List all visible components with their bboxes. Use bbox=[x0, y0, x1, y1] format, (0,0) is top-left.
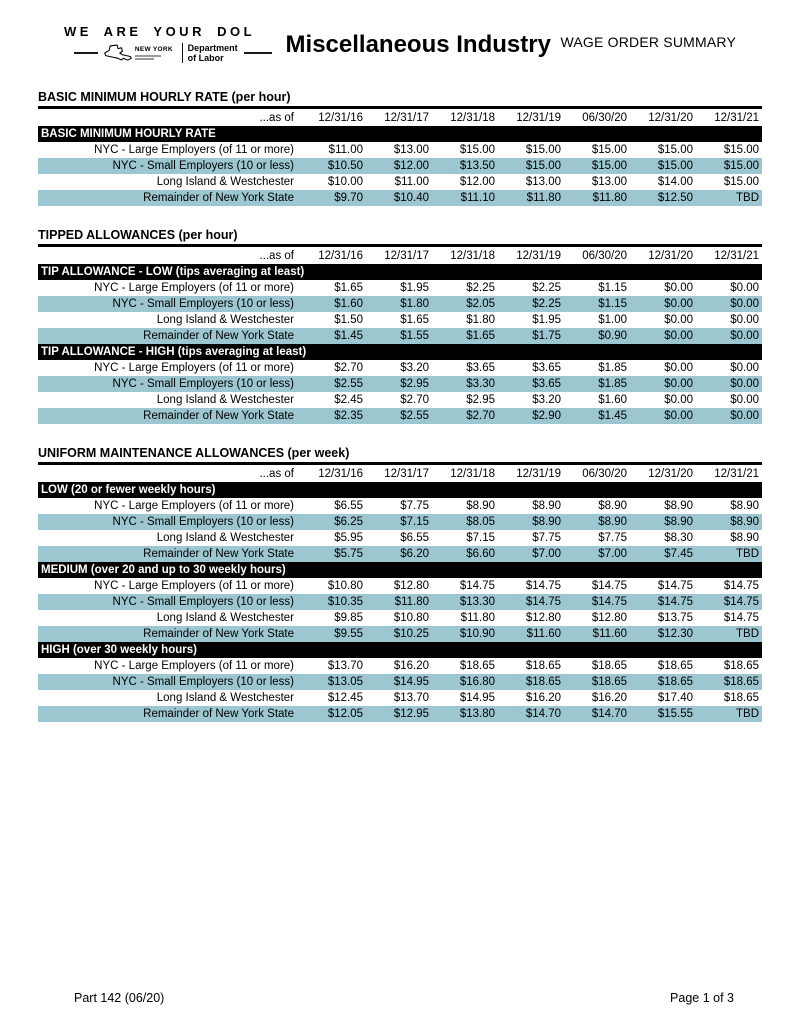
date-column-header: 12/31/17 bbox=[384, 467, 429, 480]
value-cell: $6.25 bbox=[334, 516, 363, 528]
row-label: Long Island & Westchester bbox=[156, 532, 294, 544]
value-cell: $7.15 bbox=[466, 532, 495, 544]
page-title: Miscellaneous Industry bbox=[285, 31, 551, 58]
value-cell: $8.30 bbox=[664, 532, 693, 544]
value-cell: $11.80 bbox=[526, 192, 561, 204]
date-column-header: 06/30/20 bbox=[582, 467, 627, 480]
value-cell: $10.80 bbox=[327, 580, 363, 592]
value-cell: $18.65 bbox=[657, 676, 693, 688]
value-cell: $0.00 bbox=[664, 394, 693, 406]
value-cell: $1.15 bbox=[598, 298, 627, 310]
table-title: UNIFORM MAINTENANCE ALLOWANCES (per week) bbox=[38, 446, 350, 460]
logo-state-tagline-line1 bbox=[135, 55, 161, 57]
row-label: Long Island & Westchester bbox=[156, 692, 294, 704]
value-cell: $0.00 bbox=[664, 378, 693, 390]
section-band: TIP ALLOWANCE - LOW (tips averaging at least) bbox=[38, 264, 762, 280]
value-cell: $10.25 bbox=[393, 628, 429, 640]
table-row bbox=[38, 408, 762, 424]
section-band: MEDIUM (over 20 and up to 30 weekly hours) bbox=[38, 562, 762, 578]
value-cell: $14.95 bbox=[459, 692, 495, 704]
page-number: Page 1 of 3 bbox=[670, 991, 734, 1005]
wage-table bbox=[38, 446, 762, 722]
value-cell: $11.60 bbox=[526, 628, 561, 640]
row-label: Remainder of New York State bbox=[143, 330, 294, 342]
value-cell: $12.80 bbox=[525, 612, 561, 624]
dol-logo bbox=[64, 24, 276, 64]
value-cell: $9.85 bbox=[334, 612, 363, 624]
tables-region bbox=[0, 90, 800, 722]
table-title: BASIC MINIMUM HOURLY RATE (per hour) bbox=[38, 90, 291, 104]
table-row bbox=[38, 312, 762, 328]
value-cell: $12.30 bbox=[657, 628, 693, 640]
value-cell: $1.85 bbox=[598, 362, 627, 374]
value-cell: $13.30 bbox=[459, 596, 495, 608]
new-york-state-icon bbox=[103, 42, 133, 64]
as-of-label: ...as of bbox=[259, 467, 294, 480]
value-cell: $12.80 bbox=[393, 580, 429, 592]
value-cell: $0.00 bbox=[664, 362, 693, 374]
value-cell: $13.00 bbox=[591, 176, 627, 188]
value-cell: $0.00 bbox=[664, 282, 693, 294]
value-cell: $8.05 bbox=[466, 516, 495, 528]
value-cell: $5.95 bbox=[334, 532, 363, 544]
value-cell: $5.75 bbox=[334, 548, 363, 560]
value-cell: $1.65 bbox=[334, 282, 363, 294]
table-row bbox=[38, 610, 762, 626]
table-row bbox=[38, 546, 762, 562]
value-cell: $1.80 bbox=[400, 298, 429, 310]
value-cell: $0.00 bbox=[730, 410, 759, 422]
value-cell: $1.15 bbox=[598, 282, 627, 294]
value-cell: $18.65 bbox=[723, 676, 759, 688]
value-cell: TBD bbox=[736, 628, 759, 640]
value-cell: $7.75 bbox=[598, 532, 627, 544]
value-cell: $13.70 bbox=[393, 692, 429, 704]
table-row bbox=[38, 578, 762, 594]
value-cell: $11.80 bbox=[394, 596, 429, 608]
value-cell: $8.90 bbox=[730, 532, 759, 544]
value-cell: TBD bbox=[736, 708, 759, 720]
table-row bbox=[38, 498, 762, 514]
value-cell: TBD bbox=[736, 192, 759, 204]
value-cell: $10.90 bbox=[459, 628, 495, 640]
value-cell: $1.75 bbox=[532, 330, 561, 342]
value-cell: $18.65 bbox=[459, 660, 495, 672]
value-cell: $14.75 bbox=[723, 596, 759, 608]
value-cell: $15.00 bbox=[723, 176, 759, 188]
date-column-header: 12/31/21 bbox=[714, 467, 759, 480]
section-band: TIP ALLOWANCE - HIGH (tips averaging at least) bbox=[38, 344, 762, 360]
value-cell: $8.90 bbox=[664, 516, 693, 528]
section-band: LOW (20 or fewer weekly hours) bbox=[38, 482, 762, 498]
logo-divider bbox=[182, 43, 183, 63]
logo-dept-line2: of Labor bbox=[187, 53, 224, 63]
value-cell: $0.00 bbox=[730, 394, 759, 406]
date-column-header: 06/30/20 bbox=[582, 111, 627, 124]
value-cell: $1.80 bbox=[466, 314, 495, 326]
value-cell: $1.50 bbox=[334, 314, 363, 326]
value-cell: $1.95 bbox=[532, 314, 561, 326]
table-row bbox=[38, 594, 762, 610]
value-cell: $0.00 bbox=[730, 298, 759, 310]
date-column-header: 12/31/21 bbox=[714, 249, 759, 262]
value-cell: $3.20 bbox=[532, 394, 561, 406]
value-cell: $11.10 bbox=[460, 192, 495, 204]
value-cell: $12.95 bbox=[393, 708, 429, 720]
value-cell: $7.15 bbox=[400, 516, 429, 528]
value-cell: $12.00 bbox=[393, 160, 429, 172]
value-cell: $17.40 bbox=[657, 692, 693, 704]
value-cell: $10.80 bbox=[393, 612, 429, 624]
row-label: NYC - Large Employers (of 11 or more) bbox=[94, 580, 294, 592]
value-cell: $2.35 bbox=[334, 410, 363, 422]
value-cell: $8.90 bbox=[532, 500, 561, 512]
page-footer bbox=[74, 991, 734, 1005]
value-cell: $3.20 bbox=[400, 362, 429, 374]
value-cell: $1.85 bbox=[598, 378, 627, 390]
date-column-header: 12/31/18 bbox=[450, 467, 495, 480]
value-cell: $3.30 bbox=[466, 378, 495, 390]
value-cell: $0.00 bbox=[664, 410, 693, 422]
table-row bbox=[38, 142, 762, 158]
value-cell: $1.45 bbox=[598, 410, 627, 422]
row-label: NYC - Large Employers (of 11 or more) bbox=[94, 660, 294, 672]
row-label: Remainder of New York State bbox=[143, 410, 294, 422]
value-cell: $12.00 bbox=[459, 176, 495, 188]
wage-table bbox=[38, 228, 762, 424]
row-label: Long Island & Westchester bbox=[156, 314, 294, 326]
value-cell: $2.25 bbox=[466, 282, 495, 294]
value-cell: $18.65 bbox=[591, 676, 627, 688]
value-cell: $18.65 bbox=[657, 660, 693, 672]
value-cell: $6.20 bbox=[400, 548, 429, 560]
table-row bbox=[38, 158, 762, 174]
value-cell: $14.75 bbox=[657, 580, 693, 592]
value-cell: $8.90 bbox=[730, 516, 759, 528]
value-cell: $0.00 bbox=[664, 330, 693, 342]
row-label: NYC - Small Employers (10 or less) bbox=[112, 160, 294, 172]
value-cell: $3.65 bbox=[532, 378, 561, 390]
value-cell: $10.50 bbox=[327, 160, 363, 172]
table-row bbox=[38, 280, 762, 296]
row-label: Long Island & Westchester bbox=[156, 394, 294, 406]
date-column-header: 12/31/20 bbox=[648, 111, 693, 124]
value-cell: $14.75 bbox=[723, 580, 759, 592]
value-cell: $0.00 bbox=[730, 314, 759, 326]
table-row bbox=[38, 174, 762, 190]
value-cell: $3.65 bbox=[466, 362, 495, 374]
value-cell: $1.65 bbox=[466, 330, 495, 342]
logo-dept-line1: Department bbox=[187, 43, 238, 53]
value-cell: $6.55 bbox=[400, 532, 429, 544]
value-cell: $0.90 bbox=[598, 330, 627, 342]
value-cell: $15.00 bbox=[657, 144, 693, 156]
value-cell: $14.75 bbox=[525, 580, 561, 592]
table-row bbox=[38, 376, 762, 392]
table-row bbox=[38, 530, 762, 546]
value-cell: $2.25 bbox=[532, 298, 561, 310]
value-cell: $18.65 bbox=[723, 692, 759, 704]
value-cell: $7.75 bbox=[532, 532, 561, 544]
logo-left-rule bbox=[74, 52, 98, 54]
value-cell: $15.00 bbox=[525, 160, 561, 172]
logo-right-rule bbox=[244, 52, 272, 54]
value-cell: $1.00 bbox=[598, 314, 627, 326]
table-row bbox=[38, 392, 762, 408]
value-cell: $2.25 bbox=[532, 282, 561, 294]
table-row bbox=[38, 514, 762, 530]
value-cell: $16.20 bbox=[525, 692, 561, 704]
document-type-label: WAGE ORDER SUMMARY bbox=[560, 34, 736, 50]
section-band: HIGH (over 30 weekly hours) bbox=[38, 642, 762, 658]
value-cell: $11.80 bbox=[592, 192, 627, 204]
date-column-header: 12/31/16 bbox=[318, 111, 363, 124]
value-cell: $8.90 bbox=[598, 500, 627, 512]
logo-state-tagline-line2 bbox=[135, 58, 154, 60]
value-cell: $15.00 bbox=[723, 144, 759, 156]
value-cell: $12.50 bbox=[657, 192, 693, 204]
value-cell: $14.75 bbox=[723, 612, 759, 624]
value-cell: $12.80 bbox=[591, 612, 627, 624]
value-cell: $15.00 bbox=[591, 160, 627, 172]
date-column-header: 12/31/19 bbox=[516, 467, 561, 480]
wage-table bbox=[38, 90, 762, 206]
value-cell: $1.60 bbox=[598, 394, 627, 406]
date-column-header: 12/31/17 bbox=[384, 111, 429, 124]
row-label: Long Island & Westchester bbox=[156, 176, 294, 188]
value-cell: $2.55 bbox=[334, 378, 363, 390]
table-row bbox=[38, 296, 762, 312]
logo-lockup bbox=[64, 42, 276, 64]
value-cell: $0.00 bbox=[664, 298, 693, 310]
column-header-row bbox=[38, 247, 762, 264]
value-cell: $18.65 bbox=[525, 660, 561, 672]
value-cell: $11.00 bbox=[328, 144, 363, 156]
value-cell: $10.40 bbox=[393, 192, 429, 204]
logo-state-text bbox=[135, 46, 173, 60]
value-cell: $7.75 bbox=[400, 500, 429, 512]
table-row bbox=[38, 626, 762, 642]
date-column-header: 12/31/21 bbox=[714, 111, 759, 124]
value-cell: $1.45 bbox=[334, 330, 363, 342]
value-cell: $7.00 bbox=[532, 548, 561, 560]
value-cell: $6.60 bbox=[466, 548, 495, 560]
value-cell: $11.00 bbox=[394, 176, 429, 188]
value-cell: $14.75 bbox=[525, 596, 561, 608]
page-header bbox=[0, 0, 800, 64]
value-cell: $2.55 bbox=[400, 410, 429, 422]
table-row bbox=[38, 190, 762, 206]
value-cell: $0.00 bbox=[730, 330, 759, 342]
value-cell: $8.90 bbox=[730, 500, 759, 512]
value-cell: $13.70 bbox=[327, 660, 363, 672]
value-cell: $13.00 bbox=[525, 176, 561, 188]
row-label: NYC - Large Employers (of 11 or more) bbox=[94, 144, 294, 156]
value-cell: TBD bbox=[736, 548, 759, 560]
row-label: NYC - Large Employers (of 11 or more) bbox=[94, 282, 294, 294]
value-cell: $2.70 bbox=[334, 362, 363, 374]
form-number: Part 142 (06/20) bbox=[74, 991, 165, 1005]
value-cell: $18.65 bbox=[525, 676, 561, 688]
row-label: Remainder of New York State bbox=[143, 192, 294, 204]
value-cell: $0.00 bbox=[730, 282, 759, 294]
value-cell: $14.70 bbox=[525, 708, 561, 720]
table-row bbox=[38, 690, 762, 706]
row-label: NYC - Small Employers (10 or less) bbox=[112, 516, 294, 528]
value-cell: $14.95 bbox=[393, 676, 429, 688]
value-cell: $15.00 bbox=[525, 144, 561, 156]
value-cell: $13.00 bbox=[393, 144, 429, 156]
date-column-header: 12/31/20 bbox=[648, 249, 693, 262]
value-cell: $6.55 bbox=[334, 500, 363, 512]
date-column-header: 12/31/18 bbox=[450, 249, 495, 262]
table-row bbox=[38, 360, 762, 376]
value-cell: $13.75 bbox=[657, 612, 693, 624]
value-cell: $13.50 bbox=[459, 160, 495, 172]
table-title: TIPPED ALLOWANCES (per hour) bbox=[38, 228, 238, 242]
value-cell: $2.70 bbox=[400, 394, 429, 406]
row-label: Long Island & Westchester bbox=[156, 612, 294, 624]
value-cell: $16.20 bbox=[591, 692, 627, 704]
value-cell: $14.75 bbox=[591, 596, 627, 608]
value-cell: $14.70 bbox=[591, 708, 627, 720]
value-cell: $8.90 bbox=[532, 516, 561, 528]
section-band: BASIC MINIMUM HOURLY RATE bbox=[38, 126, 762, 142]
value-cell: $7.45 bbox=[664, 548, 693, 560]
value-cell: $1.60 bbox=[334, 298, 363, 310]
row-label: NYC - Small Employers (10 or less) bbox=[112, 676, 294, 688]
logo-state-name: NEW YORK bbox=[134, 46, 173, 53]
value-cell: $2.90 bbox=[532, 410, 561, 422]
value-cell: $14.75 bbox=[591, 580, 627, 592]
date-column-header: 12/31/19 bbox=[516, 249, 561, 262]
value-cell: $15.00 bbox=[459, 144, 495, 156]
value-cell: $2.05 bbox=[466, 298, 495, 310]
column-header-row bbox=[38, 465, 762, 482]
row-label: NYC - Large Employers (of 11 or more) bbox=[94, 362, 294, 374]
value-cell: $15.00 bbox=[723, 160, 759, 172]
as-of-label: ...as of bbox=[259, 111, 294, 124]
value-cell: $10.00 bbox=[327, 176, 363, 188]
value-cell: $15.55 bbox=[657, 708, 693, 720]
value-cell: $0.00 bbox=[730, 362, 759, 374]
row-label: Remainder of New York State bbox=[143, 548, 294, 560]
date-column-header: 12/31/18 bbox=[450, 111, 495, 124]
value-cell: $2.95 bbox=[400, 378, 429, 390]
row-label: NYC - Large Employers (of 11 or more) bbox=[94, 500, 294, 512]
value-cell: $2.70 bbox=[466, 410, 495, 422]
value-cell: $1.55 bbox=[400, 330, 429, 342]
value-cell: $1.95 bbox=[400, 282, 429, 294]
value-cell: $9.55 bbox=[334, 628, 363, 640]
value-cell: $0.00 bbox=[664, 314, 693, 326]
value-cell: $7.00 bbox=[598, 548, 627, 560]
value-cell: $8.90 bbox=[598, 516, 627, 528]
value-cell: $3.65 bbox=[532, 362, 561, 374]
value-cell: $16.20 bbox=[393, 660, 429, 672]
table-row bbox=[38, 706, 762, 722]
date-column-header: 06/30/20 bbox=[582, 249, 627, 262]
date-column-header: 12/31/16 bbox=[318, 467, 363, 480]
logo-tagline: WE ARE YOUR DOL bbox=[64, 24, 256, 39]
value-cell: $10.35 bbox=[327, 596, 363, 608]
date-column-header: 12/31/16 bbox=[318, 249, 363, 262]
row-label: Remainder of New York State bbox=[143, 708, 294, 720]
value-cell: $11.60 bbox=[592, 628, 627, 640]
value-cell: $15.00 bbox=[657, 160, 693, 172]
table-row bbox=[38, 674, 762, 690]
date-column-header: 12/31/19 bbox=[516, 111, 561, 124]
value-cell: $11.80 bbox=[460, 612, 495, 624]
column-header-row bbox=[38, 109, 762, 126]
row-label: NYC - Small Employers (10 or less) bbox=[112, 378, 294, 390]
value-cell: $8.90 bbox=[664, 500, 693, 512]
table-row bbox=[38, 658, 762, 674]
value-cell: $13.80 bbox=[459, 708, 495, 720]
value-cell: $14.75 bbox=[657, 596, 693, 608]
value-cell: $0.00 bbox=[730, 378, 759, 390]
date-column-header: 12/31/20 bbox=[648, 467, 693, 480]
row-label: NYC - Small Employers (10 or less) bbox=[112, 596, 294, 608]
value-cell: $2.95 bbox=[466, 394, 495, 406]
value-cell: $9.70 bbox=[334, 192, 363, 204]
row-label: Remainder of New York State bbox=[143, 628, 294, 640]
date-column-header: 12/31/17 bbox=[384, 249, 429, 262]
value-cell: $12.05 bbox=[327, 708, 363, 720]
row-label: NYC - Small Employers (10 or less) bbox=[112, 298, 294, 310]
value-cell: $16.80 bbox=[459, 676, 495, 688]
value-cell: $13.05 bbox=[327, 676, 363, 688]
value-cell: $14.75 bbox=[459, 580, 495, 592]
value-cell: $18.65 bbox=[591, 660, 627, 672]
value-cell: $18.65 bbox=[723, 660, 759, 672]
value-cell: $2.45 bbox=[334, 394, 363, 406]
value-cell: $14.00 bbox=[657, 176, 693, 188]
value-cell: $15.00 bbox=[591, 144, 627, 156]
table-row bbox=[38, 328, 762, 344]
as-of-label: ...as of bbox=[259, 249, 294, 262]
value-cell: $12.45 bbox=[327, 692, 363, 704]
logo-department-text bbox=[188, 43, 238, 63]
value-cell: $1.65 bbox=[400, 314, 429, 326]
value-cell: $8.90 bbox=[466, 500, 495, 512]
